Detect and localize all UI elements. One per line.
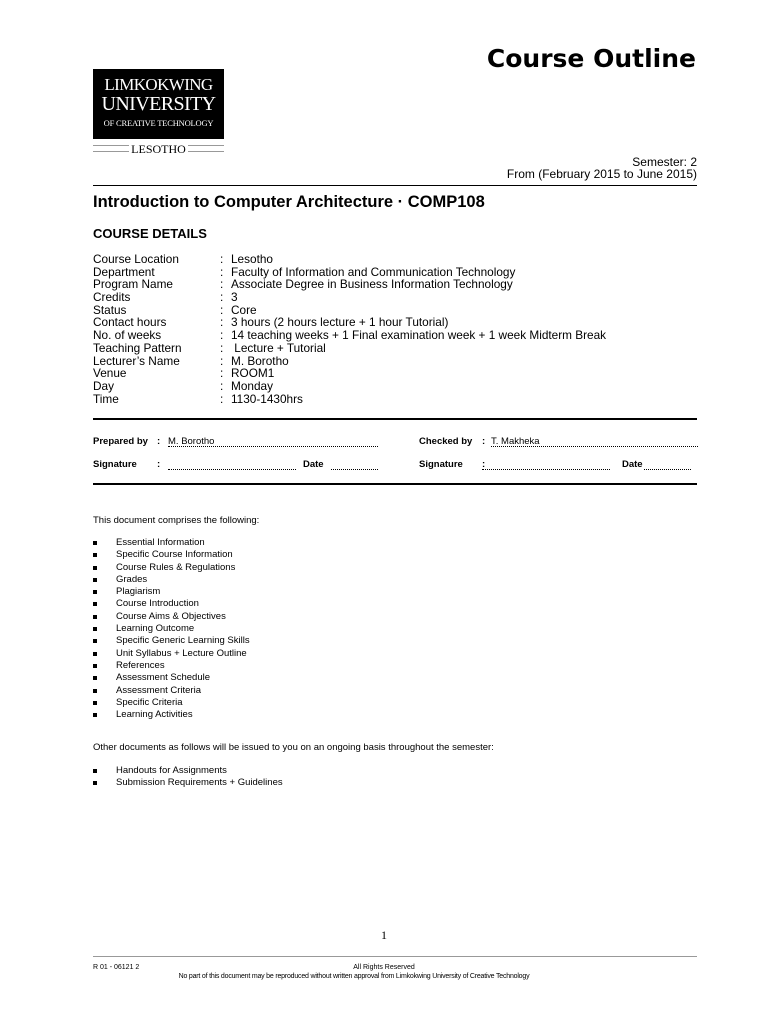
document-code: R 01 - 06121 2 [93,964,140,971]
detail-colon: : [220,264,224,279]
footer-notice: No part of this document may be reproduced without written approval from Limkokwing University of Creative Technology [178,973,530,980]
logo-line-1: LIMKOKWING [104,75,213,94]
bullet-icon [93,615,97,619]
bullet-icon [93,664,97,668]
date-line-right [644,469,691,470]
logo-location [93,142,224,156]
detail-value: Monday [231,378,273,393]
page-number: 1 [381,928,387,942]
logo-rule-right [188,145,224,152]
detail-colon: : [220,391,224,406]
bullet-icon [93,553,97,557]
checked-by-label: Checked by [419,436,473,447]
list-item-text: Learning Activities [116,709,193,721]
prepared-by-colon: : [157,436,161,447]
list-item-text: Plagiarism [116,586,161,598]
list-item-text: Specific Course Information [116,549,233,561]
detail-colon: : [220,315,224,330]
checked-by-colon: : [482,436,486,447]
list-item-text: Specific Criteria [116,696,183,708]
page-title: Course Outline [486,44,696,73]
detail-label: Contact hours [93,315,167,330]
prepared-by-label: Prepared by [93,436,148,447]
signature-label-left: Signature [93,459,137,470]
bullet-icon [93,627,97,631]
detail-colon: : [220,290,224,305]
detail-label: Venue [93,366,127,381]
detail-colon: : [220,277,224,292]
bullet-icon [93,602,97,606]
other-documents-intro: Other documents as follows will be issued to you on an ongoing basis throughout the semester: [93,742,494,753]
detail-value: ROOM1 [231,366,275,381]
checked-by-line [491,446,698,447]
section-title-course-details: COURSE DETAILS [93,226,207,241]
list-item-text: Course Rules & Regulations [116,561,236,573]
detail-label: Teaching Pattern [93,340,182,355]
bullet-icon [93,566,97,570]
detail-colon: : [220,328,224,343]
detail-label: Time [93,391,119,406]
logo-line-3: OF CREATIVE TECHNOLOGY [103,118,214,128]
divider-signoff [93,483,697,485]
date-line-left [331,469,378,470]
detail-value: M. Borotho [231,353,289,368]
detail-value: 3 hours (2 hours lecture + 1 hour Tutorial) [231,315,449,330]
signature-line-right [482,469,610,470]
detail-label: Credits [93,290,131,305]
detail-colon: : [220,252,224,266]
detail-label: Day [93,378,114,393]
detail-value: 14 teaching weeks + 1 Final examination week + 1 week Midterm Break [231,328,607,343]
footer-rights: All Rights Reserved [353,964,415,971]
logo-line-2: UNIVERSITY [101,93,216,115]
divider-details [93,418,697,420]
bullet-icon [93,541,97,545]
semester-text: Semester: 2 [632,155,697,169]
signature-colon-right: : [482,459,486,470]
detail-label: No. of weeks [93,328,162,343]
university-logo [93,69,224,139]
date-label-left: Date [303,459,324,470]
list-item-text: Course Aims & Objectives [116,610,226,622]
detail-colon: : [220,366,224,381]
list-item-text: Assessment Schedule [116,672,210,684]
bullet-icon [93,578,97,582]
bullet-icon [93,590,97,594]
detail-label: Course Location [93,252,179,266]
bullet-icon [93,713,97,717]
date-label-right: Date [622,459,643,470]
detail-colon: : [220,378,224,393]
detail-value: Lecture + Tutorial [231,340,326,355]
list-item-text: Learning Outcome [116,623,195,635]
contents-intro: This document comprises the following: [93,515,260,526]
signature-colon-left: : [157,459,161,470]
list-item-text: Grades [116,573,148,585]
detail-label: Department [93,264,155,279]
bullet-icon [93,676,97,680]
detail-colon: : [220,340,224,355]
list-item-text: Assessment Criteria [116,684,201,696]
detail-colon: : [220,353,224,368]
list-item-text: Submission Requirements + Guidelines [116,777,283,789]
logo-location-text: LESOTHO [131,142,186,156]
detail-value: Faculty of Information and Communication Technology [231,264,516,279]
semester-dates: From (February 2015 to June 2015) [506,167,697,181]
footer-divider [93,956,697,957]
detail-value: 3 [231,290,238,305]
prepared-by-line [168,446,378,447]
list-item-text: Unit Syllabus + Lecture Outline [116,647,247,659]
detail-label: Status [93,302,127,317]
list-item-text: Essential Information [116,537,205,548]
detail-value: Lesotho [231,252,273,266]
list-item-text: Handouts for Assignments [116,765,227,776]
bullet-icon [93,769,97,773]
list-item-text: Course Introduction [116,598,199,610]
detail-value: Associate Degree in Business Information Technology [231,277,513,292]
logo-rule-left [93,145,129,152]
detail-label: Lecturer’s Name [93,353,180,368]
list-item-text: References [116,659,165,671]
signature-line-left [168,469,296,470]
prepared-by-value: M. Borotho [168,436,215,447]
divider-top [93,185,697,186]
detail-label: Program Name [93,277,173,292]
signature-label-right: Signature [419,459,463,470]
detail-value: Core [231,302,257,317]
checked-by-value: T. Makheka [491,436,540,447]
bullet-icon [93,689,97,693]
bullet-icon [93,781,97,785]
course-title: Introduction to Computer Architecture · COMP108 [93,193,485,211]
list-item-text: Specific Generic Learning Skills [116,635,250,647]
bullet-icon [93,652,97,656]
bullet-icon [93,701,97,705]
bullet-icon [93,639,97,643]
detail-value: 1130-1430hrs [231,391,303,406]
detail-colon: : [220,302,224,317]
